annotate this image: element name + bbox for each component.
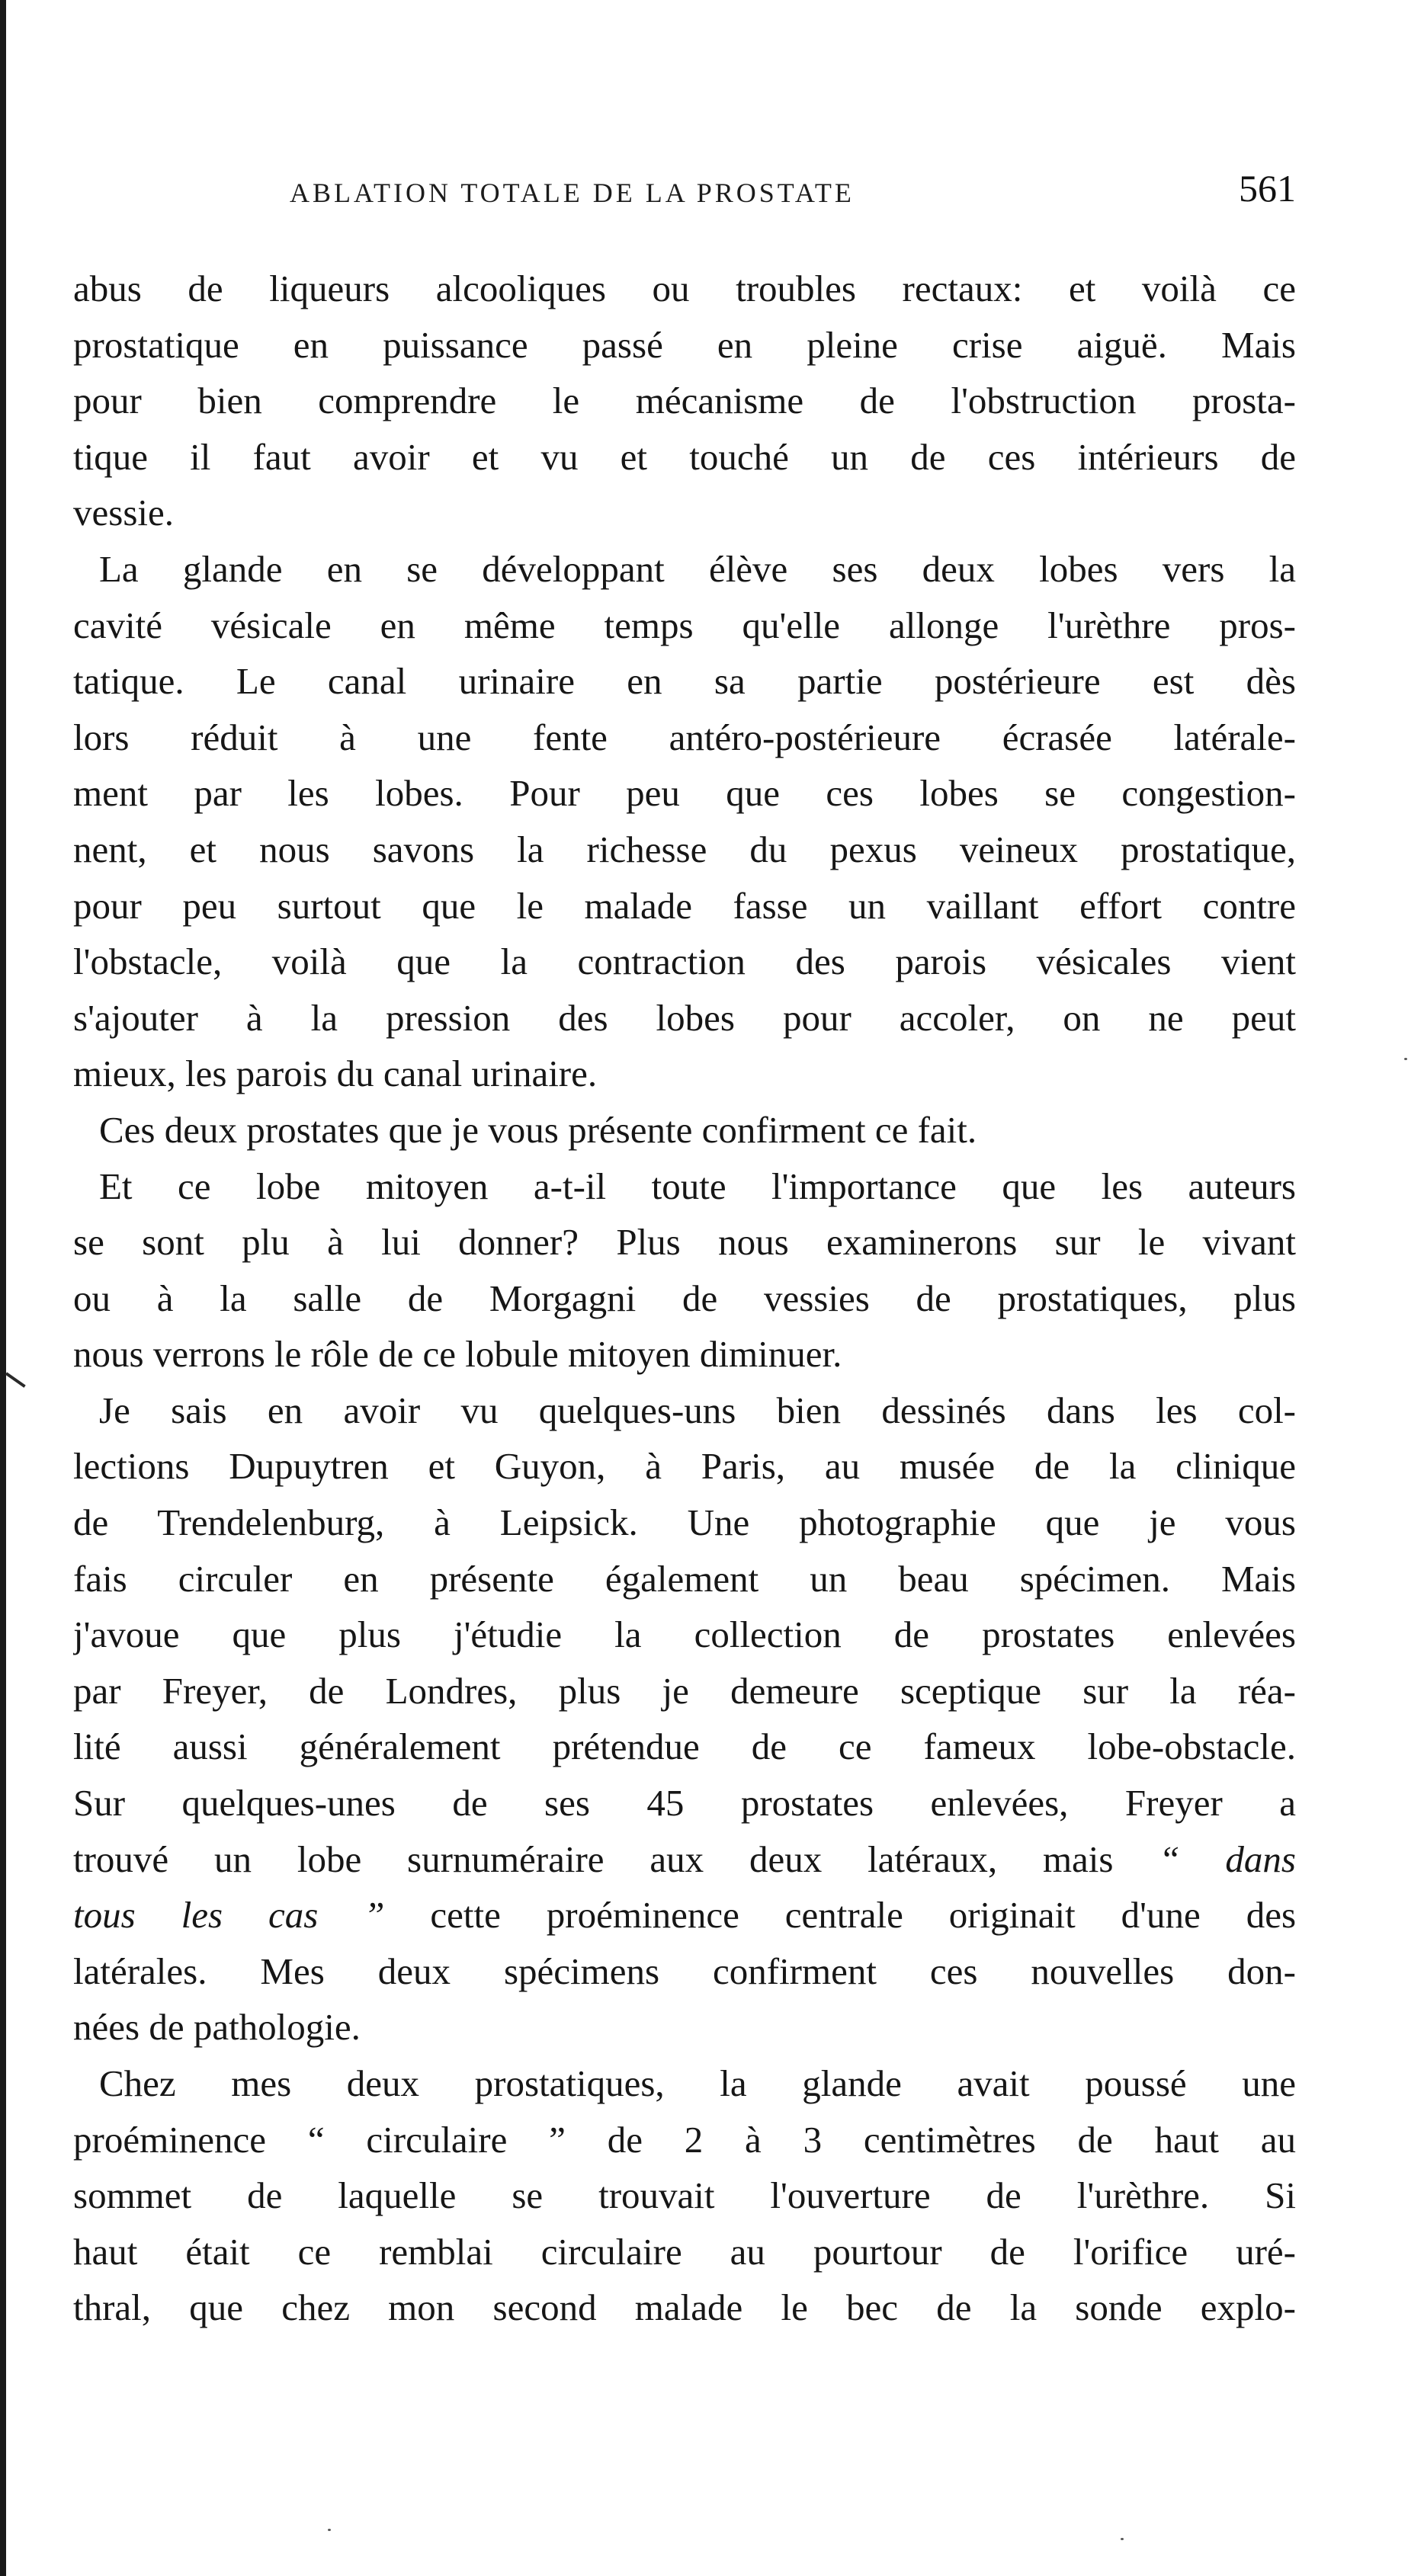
page-header <box>76 166 1296 212</box>
line-text: trouvé un lobe surnuméraire aux deux latéraux, mais <box>73 1837 1114 1880</box>
text-line <box>73 2112 1296 2168</box>
line-text: par Freyer, de Londres, plus je demeure sceptique sur la réa- <box>73 1669 1296 1712</box>
text-line <box>73 317 1296 373</box>
line-text: nées de pathologie. <box>73 2006 361 2049</box>
text-line <box>73 1943 1296 2000</box>
italic-phrase: tous les cas ” <box>73 1894 385 1937</box>
line-text: sommet de laquelle se trouvait l'ouverture de l'urèthre. Si <box>73 2174 1296 2217</box>
line-text: lors réduit à une fente antéro-postérieure écrasée latérale- <box>73 716 1296 758</box>
text-line <box>73 485 1296 541</box>
text-line <box>73 2055 1296 2112</box>
paper-speck <box>1404 1058 1407 1060</box>
text-line <box>73 1999 1296 2055</box>
text-line <box>73 1551 1296 1607</box>
line-text: prostatique en puissance passé en pleine crise aiguë. Mais <box>73 323 1296 366</box>
text-line <box>73 2224 1296 2280</box>
line-text: j'avoue que plus j'étudie la collection de prostates enlevées <box>73 1613 1296 1656</box>
text-line <box>73 1607 1296 1663</box>
text-line <box>73 653 1296 710</box>
line-text: pour peu surtout que le malade fasse un vaillant effort contre <box>73 884 1296 927</box>
text-line <box>73 2280 1296 2336</box>
line-text: Ces deux prostates que je vous présente confirment ce fait. <box>99 1108 977 1151</box>
line-text: lections Dupuytren et Guyon, à Paris, au musée de la clinique <box>73 1445 1296 1488</box>
body-text <box>73 261 1296 2336</box>
italic-phrase: “ dans <box>1159 1837 1296 1880</box>
text-line <box>73 1383 1296 1439</box>
text-line <box>73 598 1296 654</box>
text-line <box>73 373 1296 429</box>
line-text: La glande en se développant élève ses deux lobes vers la <box>99 547 1296 590</box>
line-text: haut était ce remblai circulaire au pourtour de l'orifice uré- <box>73 2230 1296 2273</box>
text-line <box>73 878 1296 934</box>
paper-speck <box>1121 2538 1124 2540</box>
line-text: vessie. <box>73 492 174 534</box>
line-text: mieux, les parois du canal urinaire. <box>73 1053 598 1095</box>
text-line <box>73 1775 1296 1831</box>
text-line <box>73 1495 1296 1551</box>
text-line <box>73 541 1296 598</box>
text-line <box>73 261 1296 317</box>
text-line <box>73 710 1296 766</box>
text-line <box>73 765 1296 822</box>
text-line <box>73 1046 1296 1102</box>
line-text: pour bien comprendre le mécanisme de l'obstruction prosta- <box>73 380 1296 422</box>
running-title: ABLATION TOTALE DE LA PROSTATE <box>290 178 855 208</box>
page-edge-mark <box>5 1372 26 1387</box>
line-text: Chez mes deux prostatiques, la glande avait poussé une <box>99 2062 1296 2104</box>
line-text: latérales. Mes deux spécimens confirment ces nouvelles don- <box>73 1950 1296 1992</box>
text-line <box>73 1102 1296 1158</box>
line-text: tatique. Le canal urinaire en sa partie postérieure est dès <box>73 660 1296 703</box>
line-text: se sont plu à lui donner? Plus nous examinerons sur le vivant <box>73 1221 1296 1264</box>
text-line <box>73 1831 1296 1888</box>
page-binding-edge <box>0 0 6 2576</box>
text-line <box>73 1270 1296 1327</box>
line-text: cavité vésicale en même temps qu'elle allonge l'urèthre pros- <box>73 604 1296 646</box>
text-line <box>73 934 1296 990</box>
line-text: Et ce lobe mitoyen a-t-il toute l'importance que les auteurs <box>99 1165 1296 1207</box>
line-text: Sur quelques-unes de ses 45 prostates enlevées, Freyer a <box>73 1782 1296 1825</box>
text-line <box>73 1438 1296 1495</box>
text-line <box>73 2167 1296 2224</box>
text-line <box>73 990 1296 1046</box>
line-text: lité aussi généralement prétendue de ce fameux lobe-obstacle. <box>73 1725 1296 1768</box>
line-text: thral, que chez mon second malade le bec de la sonde explo- <box>73 2286 1296 2329</box>
text-line <box>73 1158 1296 1215</box>
text-line <box>73 1719 1296 1775</box>
page-number: 561 <box>1239 167 1296 210</box>
line-text: de Trendelenburg, à Leipsick. Une photographie que je vous <box>73 1501 1296 1544</box>
line-text: proéminence “ circulaire ” de 2 à 3 centimètres de haut au <box>73 2118 1296 2161</box>
line-text: Je sais en avoir vu quelques-uns bien dessinés dans les col- <box>99 1389 1296 1431</box>
line-text: s'ajouter à la pression des lobes pour accoler, on ne peut <box>73 996 1296 1039</box>
line-text: tique il faut avoir et vu et touché un de ces intérieurs de <box>73 435 1296 478</box>
text-line <box>73 1214 1296 1270</box>
line-text: abus de liqueurs alcooliques ou troubles rectaux: et voilà ce <box>73 268 1296 309</box>
line-text: nous verrons le rôle de ce lobule mitoyen diminuer. <box>73 1333 842 1376</box>
line-text: l'obstacle, voilà que la contraction des parois vésicales vient <box>73 940 1296 983</box>
line-text: ment par les lobes. Pour peu que ces lobes se congestion- <box>73 772 1296 815</box>
line-text: cette proéminence centrale originait d'une des <box>430 1894 1296 1937</box>
text-line <box>73 822 1296 878</box>
text-line <box>73 429 1296 485</box>
line-text: fais circuler en présente également un beau spécimen. Mais <box>73 1557 1296 1600</box>
text-line <box>73 1887 1296 1943</box>
line-text: nent, et nous savons la richesse du pexus veineux prostatique, <box>73 828 1296 870</box>
text-line <box>73 1326 1296 1383</box>
line-text: ou à la salle de Morgagni de vessies de prostatiques, plus <box>73 1277 1296 1319</box>
text-line <box>73 1663 1296 1719</box>
paper-speck <box>328 2529 331 2531</box>
